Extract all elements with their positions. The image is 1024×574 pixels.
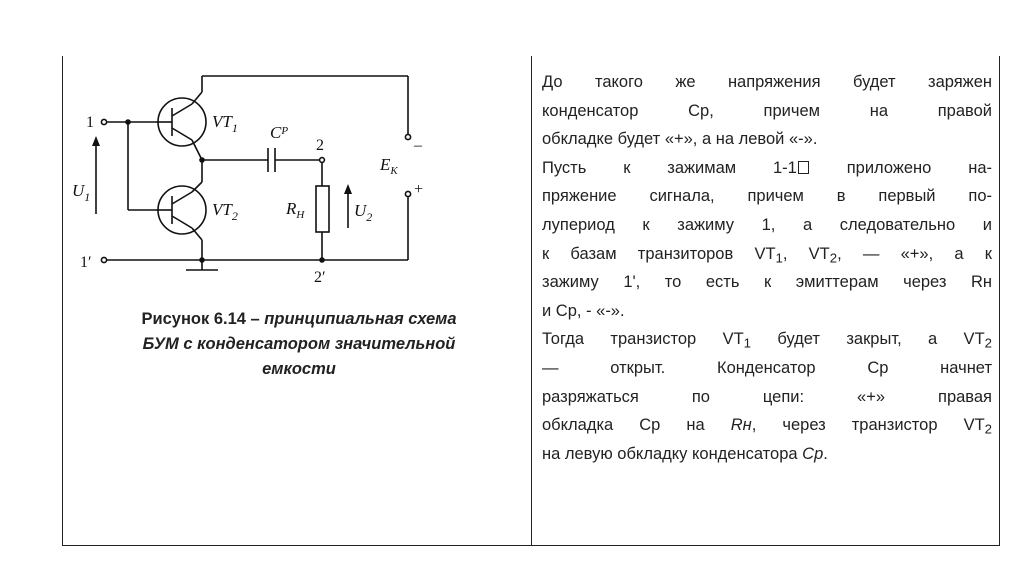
caption-line2: БУМ с конденсатором значительной — [142, 335, 456, 353]
text-line: Пусть к зажимам 1-1 приложено на- — [542, 158, 992, 177]
output-voltage-label: $U_2$ — [354, 201, 373, 224]
text-line: разряжаться по цепи: «+» правая — [542, 387, 992, 406]
node-1-prime-label: 1′ — [80, 254, 92, 271]
vt2-label: $VT_2$ — [212, 200, 238, 223]
node-2-prime-label: 2′ — [314, 269, 326, 286]
text-line: к базам транзиторов $VT_1$, $VT_2$, — «+», а к — [542, 244, 992, 265]
text-line: обкладке будет «+», а на левой «-». — [542, 130, 818, 149]
supply-label: $E_K$ — [380, 155, 398, 177]
table-right-border — [999, 56, 1000, 546]
caption-prefix: Рисунок 6.14 – — [141, 310, 265, 328]
figure-caption — [76, 307, 522, 382]
text-line: на левую обкладку конденсатора Ср. — [542, 444, 828, 463]
text-line: Тогда транзистор $VT_1$ будет закрыт, а $VT_2$ — [542, 330, 992, 351]
minus-terminal-label: – — [414, 137, 422, 154]
table-column-divider — [531, 56, 532, 546]
caption-line1: принципиальная схема — [264, 310, 457, 328]
capacitor-label: $C^P$ — [270, 123, 289, 142]
circuit-diagram — [72, 64, 527, 300]
text-line: конденсатор Ср, причем на правой — [542, 101, 992, 120]
text-line: — открыт. Конденсатор Ср начнет — [542, 358, 992, 377]
input-voltage-label: $U_1$ — [72, 181, 91, 204]
plus-terminal-label: + — [414, 181, 424, 198]
text-line: лупериод к зажиму 1, а следовательно и — [542, 215, 992, 234]
text-line: зажиму 1', то есть к эмиттерам через Rн — [542, 273, 992, 292]
text-line: До такого же напряжения будет заряжен — [542, 73, 992, 91]
text-line: и Ср, - «-». — [542, 301, 625, 320]
caption-line3: емкости — [262, 360, 336, 378]
text-line: пряжение сигнала, причем в первый по- — [542, 187, 992, 206]
table-bottom-border — [62, 545, 1000, 546]
node-2-label: 2 — [316, 137, 324, 154]
table-left-border — [62, 56, 63, 546]
text-line: обкладка Ср на Rн, через транзистор $VT_2$ — [542, 416, 993, 437]
figure-cell — [72, 64, 527, 534]
resistor-label: $R_H$ — [286, 199, 305, 221]
text-cell — [542, 68, 992, 468]
node-1-label: 1 — [86, 114, 94, 131]
vt1-label: $VT_1$ — [212, 112, 238, 135]
